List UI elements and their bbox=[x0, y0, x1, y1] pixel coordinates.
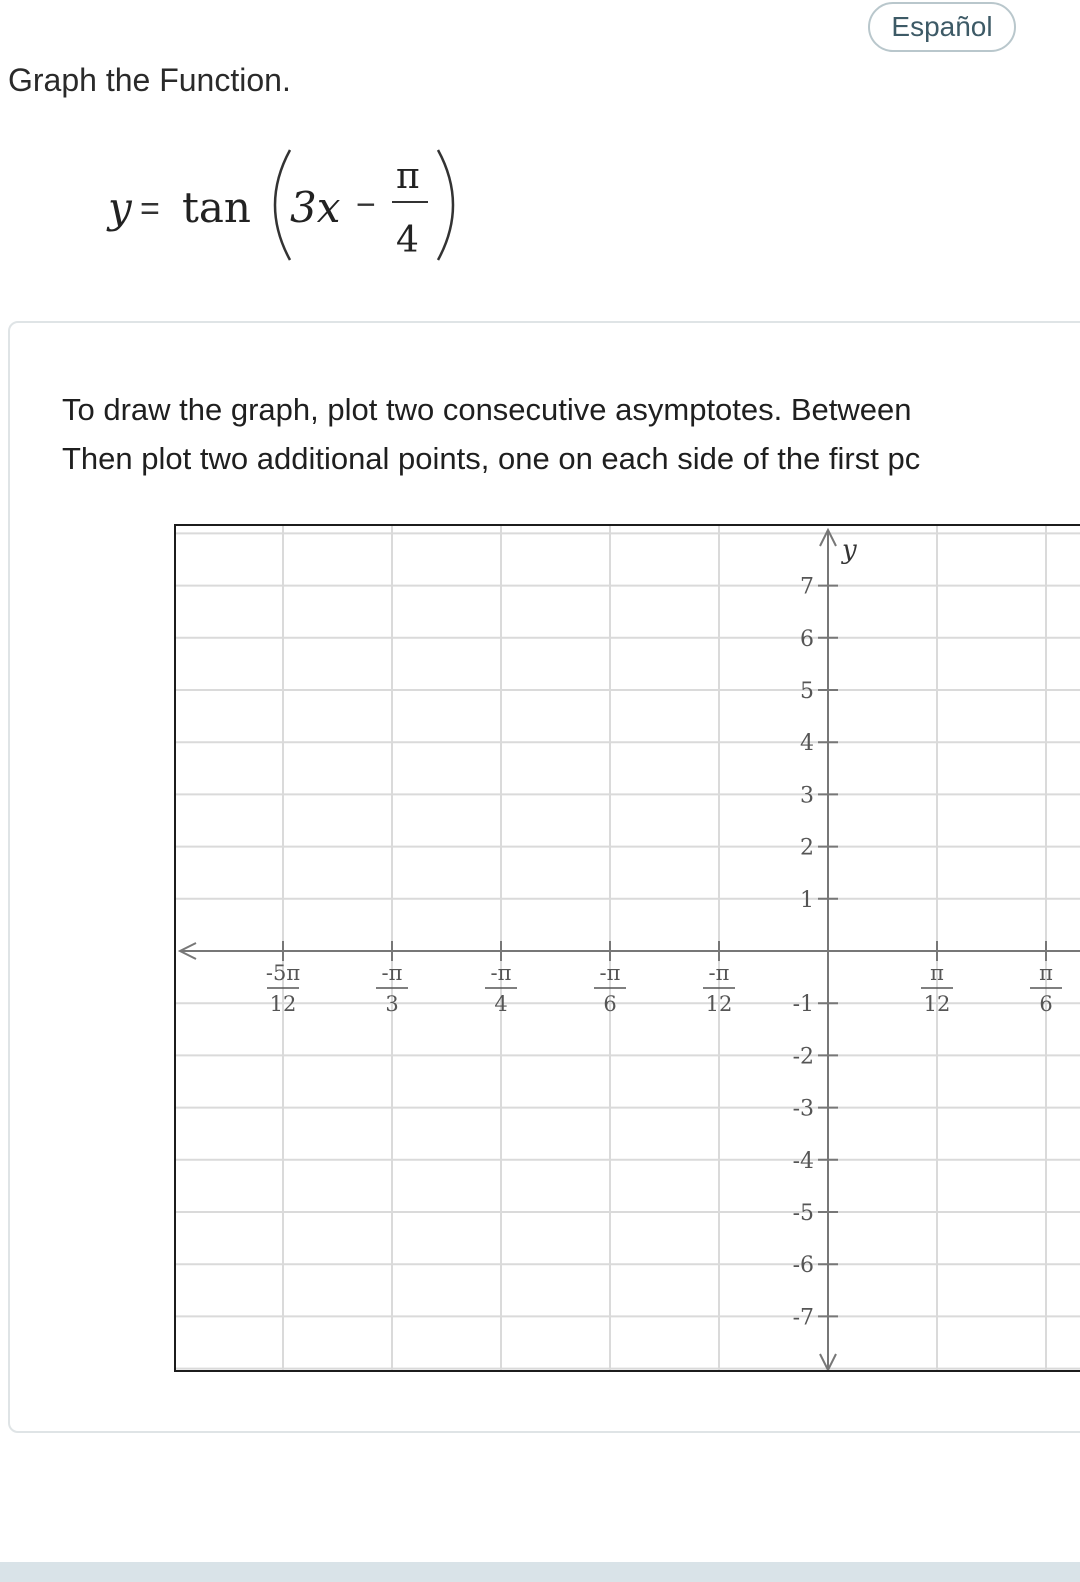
graph-svg[interactable] bbox=[176, 526, 1080, 1372]
function-equation bbox=[100, 140, 480, 270]
y-tick-label: 6 bbox=[800, 626, 814, 652]
x-tick-label-num: -π bbox=[599, 961, 621, 985]
y-tick-label: 5 bbox=[800, 679, 814, 704]
x-tick-label-num: -π bbox=[490, 961, 512, 985]
x-tick-label-num: -π bbox=[381, 961, 403, 985]
y-tick-label: 3 bbox=[800, 783, 814, 809]
y-tick-label: -7 bbox=[792, 1305, 814, 1331]
footer-bar bbox=[0, 1562, 1080, 1582]
y-tick-label: -5 bbox=[792, 1201, 814, 1226]
x-tick-label-num: -π bbox=[708, 961, 730, 985]
x-tick-label-num: π bbox=[930, 961, 944, 985]
right-paren bbox=[438, 150, 453, 260]
y-tick-label: 2 bbox=[800, 835, 814, 861]
equation-3x: 3x bbox=[290, 183, 341, 232]
equation-frac-num: π bbox=[396, 156, 420, 197]
equation-minus: − bbox=[356, 186, 376, 224]
x-tick-label-num: π bbox=[1039, 961, 1053, 985]
x-tick-label-den: 12 bbox=[705, 992, 733, 1016]
instruction-line-1: To draw the graph, plot two consecutive asymptotes. Between bbox=[62, 392, 912, 427]
language-toggle-button[interactable]: Español bbox=[868, 2, 1016, 52]
y-tick-label: -1 bbox=[792, 992, 814, 1018]
y-tick-label: 7 bbox=[800, 574, 814, 600]
graph-canvas[interactable] bbox=[174, 524, 1080, 1372]
equation-y: y bbox=[108, 183, 132, 232]
equation-equals: = bbox=[140, 190, 160, 228]
y-axis-label: y bbox=[842, 535, 857, 565]
y-tick-label: 1 bbox=[800, 887, 814, 913]
y-tick-label: -2 bbox=[792, 1044, 814, 1070]
equation-frac-den: 4 bbox=[396, 220, 419, 261]
y-tick-label: 4 bbox=[800, 731, 814, 757]
x-tick-label-den: 12 bbox=[923, 992, 951, 1016]
y-tick-label: -6 bbox=[792, 1253, 814, 1279]
x-tick-label-num: -5π bbox=[265, 961, 301, 985]
x-tick-label-den: 3 bbox=[385, 992, 399, 1016]
x-tick-label-den: 6 bbox=[1039, 992, 1053, 1016]
page-title: Graph the Function. bbox=[8, 62, 291, 98]
x-tick-label-den: 12 bbox=[269, 992, 297, 1016]
x-tick-label-den: 6 bbox=[603, 992, 617, 1016]
y-tick-label: -3 bbox=[792, 1096, 814, 1122]
left-paren bbox=[275, 150, 290, 260]
y-tick-label: -4 bbox=[792, 1148, 814, 1174]
instruction-line-2: Then plot two additional points, one on each side of the first pc bbox=[62, 441, 921, 476]
equation-tan: tan bbox=[182, 183, 251, 232]
x-tick-label-den: 4 bbox=[494, 992, 508, 1016]
